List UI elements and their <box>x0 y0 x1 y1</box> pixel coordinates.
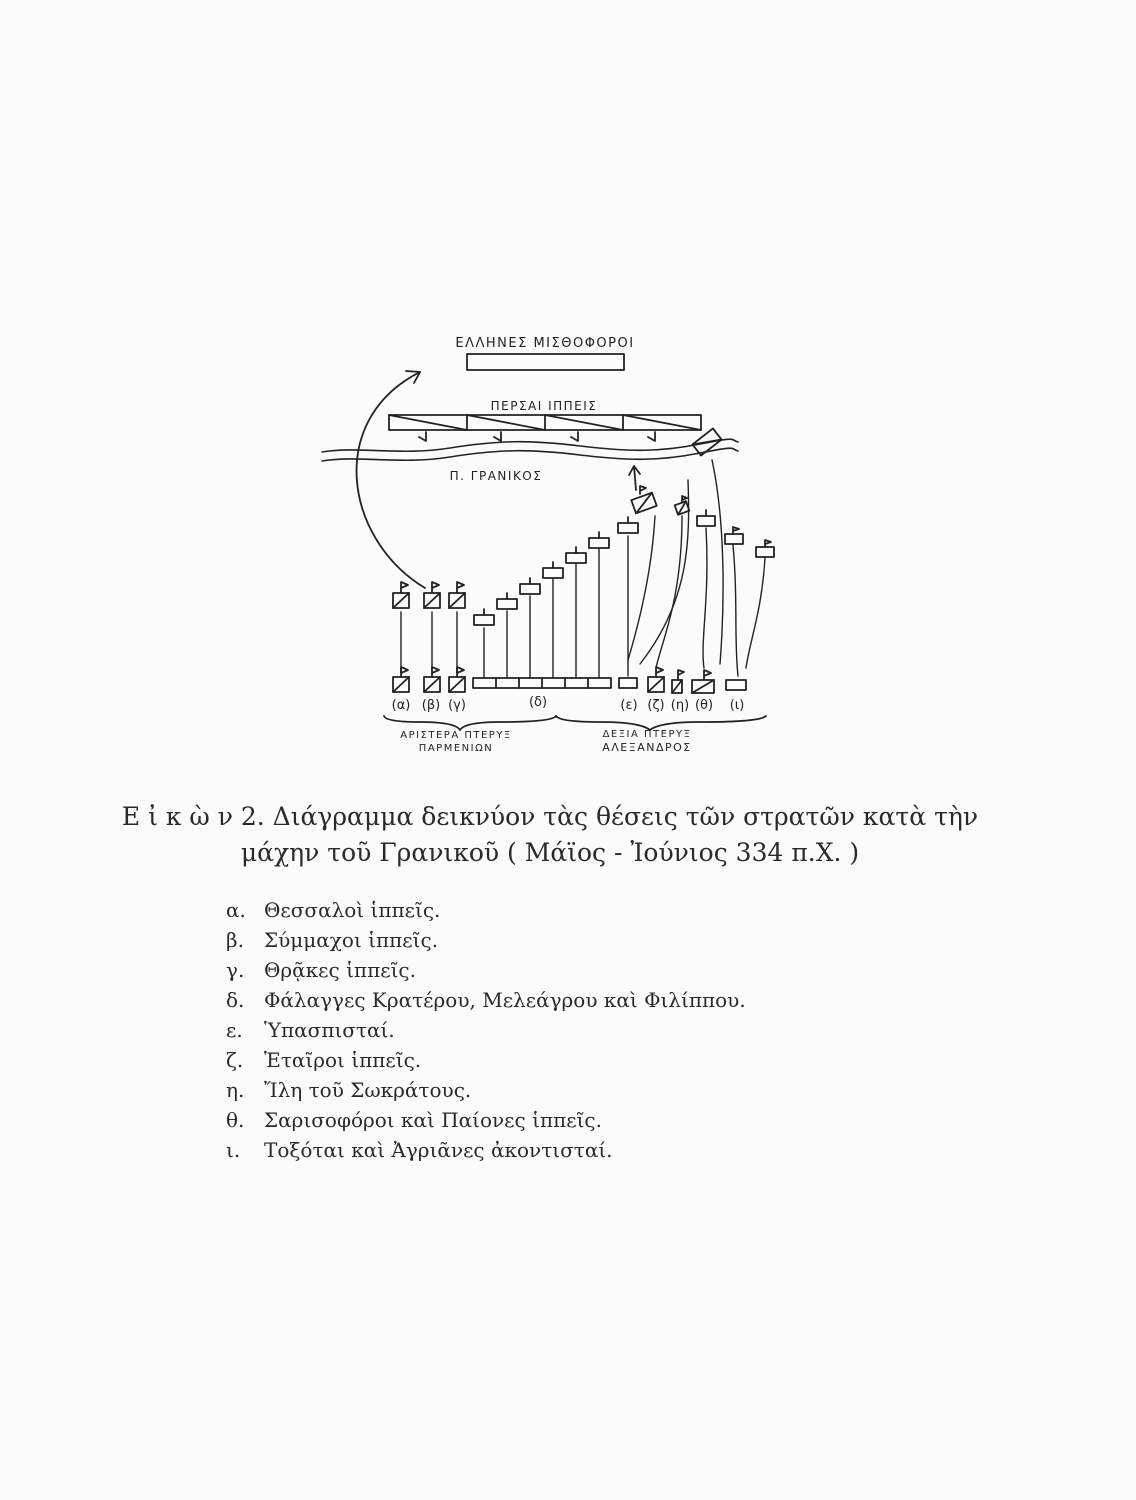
unit-label-z: (ζ) <box>647 698 665 713</box>
legend-item <box>226 1108 746 1138</box>
legend-item <box>226 898 746 928</box>
starting-positions <box>393 667 746 693</box>
legend-text: Ἑταῖροι ἱππεῖς. <box>264 1048 422 1072</box>
right-wing-title: ΔΕΞΙΑ ΠΤΕΡΥΞ <box>602 729 692 740</box>
legend-letter: ι. <box>226 1138 241 1162</box>
legend-text: Σύμμαχοι ἱππεῖς. <box>264 928 439 952</box>
legend-letter: α. <box>226 898 246 922</box>
unit-label-i: (ι) <box>729 698 745 713</box>
legend-text: Θρᾷκες ἱππεῖς. <box>264 958 416 982</box>
unit-label-d: (δ) <box>528 695 548 710</box>
advance-lines <box>401 460 765 678</box>
persian-cavalry-label: ΠΕΡΣΑΙ ΙΠΠΕΙΣ <box>490 399 598 413</box>
legend-text: Τοξόται καὶ Ἀγριᾶνες ἀκοντισταί. <box>264 1138 613 1162</box>
legend-item <box>226 958 746 988</box>
legend-letter: δ. <box>226 988 245 1012</box>
river-granicus <box>322 439 738 461</box>
figure-caption-line1: Ε ἰ κ ὼ ν 2. Διάγραμμα δεικνύον τὰς θέσεις τῶν στρατῶν κατὰ τὴν <box>121 802 979 831</box>
legend-text: Φάλαγγες Κρατέρου, Μελεάγρου καὶ Φιλίππου. <box>264 988 746 1012</box>
advance-positions <box>393 486 774 625</box>
figure-caption-line2: μάχην τοῦ Γρανικοῦ ( Μάϊος - Ἰούνιος 334 π.Χ. ) <box>240 838 860 867</box>
legend-item <box>226 988 746 1018</box>
unit-label-h: (η) <box>670 698 690 713</box>
left-wing-bracket <box>384 716 556 730</box>
legend-letter: ε. <box>226 1018 243 1042</box>
unit-label-b: (β) <box>421 698 441 713</box>
unit-label-th: (θ) <box>694 698 714 713</box>
mercenaries-block <box>467 354 624 370</box>
legend-item <box>226 1078 746 1108</box>
left-wing-title: ΑΡΙΣΤΕΡΑ ΠΤΕΡΥΞ <box>400 730 512 741</box>
legend-text: Ἴλη τοῦ Σωκράτους. <box>264 1078 472 1102</box>
legend-text: Σαρισοφόροι καὶ Παίονες ἱππεῖς. <box>264 1108 602 1132</box>
mercenaries-label: ΕΛΛΗΝΕΣ ΜΙΣΘΟΦΟΡΟΙ <box>455 336 635 351</box>
unit-labels <box>392 695 745 713</box>
unit-label-e: (ε) <box>620 698 638 713</box>
flanking-arrow <box>357 372 425 588</box>
unit-label-g: (γ) <box>448 698 466 713</box>
legend-item <box>226 1018 746 1048</box>
legend-text: Ὑπασπισταί. <box>264 1018 395 1042</box>
legend-item <box>226 1048 746 1078</box>
legend-letter: η. <box>226 1078 245 1102</box>
legend-item <box>226 1138 746 1168</box>
legend-letter: β. <box>226 928 244 952</box>
right-wing-bracket <box>556 716 766 730</box>
left-wing-commander: ΠΑΡΜΕΝΙΩΝ <box>418 743 494 754</box>
legend <box>226 898 746 1168</box>
legend-item <box>226 928 746 958</box>
river-label: Π. ΓΡΑΝΙΚΟΣ <box>449 469 543 483</box>
legend-letter: ζ. <box>226 1048 244 1072</box>
legend-letter: γ. <box>226 958 245 982</box>
legend-text: Θεσσαλοὶ ἱππεῖς. <box>264 898 441 922</box>
unit-label-a: (α) <box>391 698 411 713</box>
legend-letter: θ. <box>226 1108 245 1132</box>
right-wing-commander: ΑΛΕΞΑΝΔΡΟΣ <box>602 741 692 754</box>
